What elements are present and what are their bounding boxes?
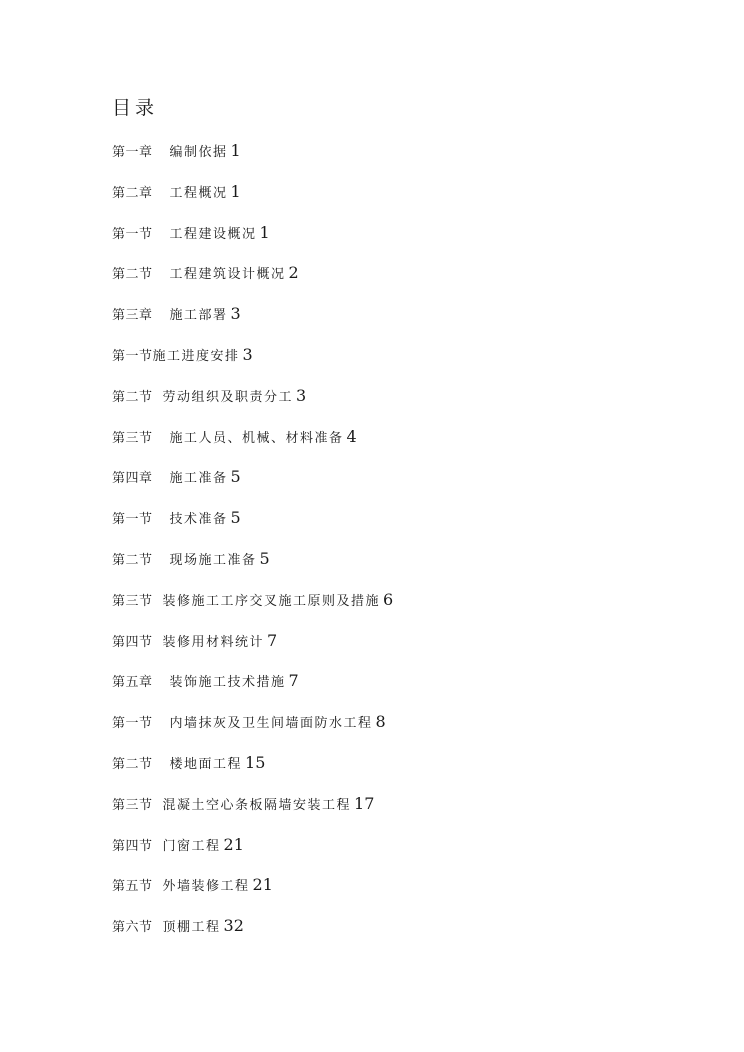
toc-entry-page: 1	[230, 141, 241, 160]
toc-entry-page: 2	[288, 263, 299, 283]
toc-entry-page: 3	[242, 344, 253, 364]
toc-entry[interactable]	[112, 344, 393, 385]
toc-entry[interactable]	[112, 548, 393, 589]
toc-entry-text: 装修施工工序交叉施工原则及措施	[162, 593, 381, 609]
toc-entry-text: 施工人员、机械、材料准备	[169, 430, 344, 446]
toc-entry-text: 编制依据	[169, 145, 228, 160]
toc-entry-page: 5	[230, 508, 241, 528]
toc-entry[interactable]	[112, 181, 393, 222]
toc-entry-text: 技术准备	[169, 512, 228, 528]
toc-entry[interactable]	[112, 711, 393, 752]
toc-entry[interactable]	[112, 222, 393, 263]
toc-entry-label: 第四章	[112, 471, 153, 487]
toc-entry[interactable]	[112, 630, 393, 671]
toc-entry-label: 第三节	[112, 593, 153, 609]
toc-entry-page: 32	[223, 916, 244, 936]
toc-entry-text: 混凝土空心条板隔墙安装工程	[162, 797, 352, 813]
toc-entry[interactable]	[112, 793, 393, 834]
toc-entry-label: 第一节	[112, 348, 153, 364]
toc-entry-label: 第一节	[112, 512, 153, 528]
toc-entry-label: 第四节	[112, 838, 153, 854]
toc-entry-label: 第二节	[112, 552, 153, 568]
toc-entry[interactable]	[112, 589, 393, 630]
toc-entry-page: 15	[245, 752, 266, 772]
toc-entry-text: 施工部署	[169, 308, 228, 324]
toc-entry-label: 第四节	[112, 634, 153, 650]
toc-entry[interactable]	[112, 915, 393, 956]
toc-list	[112, 140, 393, 956]
toc-entry-text: 劳动组织及职责分工	[162, 389, 294, 405]
toc-entry-page: 8	[375, 712, 386, 732]
toc-entry[interactable]	[112, 670, 393, 711]
toc-entry-text: 顶棚工程	[162, 920, 221, 936]
toc-entry-page: 3	[230, 304, 241, 324]
toc-entry-page: 3	[296, 385, 307, 405]
toc-entry-label: 第三节	[112, 430, 153, 446]
toc-entry-text: 门窗工程	[162, 838, 221, 854]
toc-entry-text: 现场施工准备	[169, 552, 257, 568]
toc-entry-page: 17	[354, 793, 375, 813]
toc-entry-page: 5	[230, 467, 241, 487]
toc-entry[interactable]	[112, 834, 393, 875]
toc-entry-page: 1	[259, 222, 270, 242]
toc-entry-page: 1	[230, 181, 241, 201]
toc-entry[interactable]	[112, 752, 393, 793]
toc-entry-text: 工程建设概况	[169, 226, 257, 242]
toc-entry[interactable]	[112, 426, 393, 467]
toc-entry-page: 21	[223, 834, 244, 854]
toc-entry-page: 7	[267, 630, 278, 650]
toc-entry-label: 第五章	[112, 675, 153, 691]
toc-entry[interactable]	[112, 303, 393, 344]
toc-entry-label: 第三章	[112, 308, 153, 324]
toc-entry-page: 5	[259, 548, 270, 568]
toc-entry-label: 第五节	[112, 879, 153, 895]
toc-entry[interactable]	[112, 262, 393, 303]
toc-entry-label: 第二节	[112, 756, 153, 772]
toc-entry-label: 第一章	[112, 145, 153, 160]
toc-entry-text: 内墙抹灰及卫生间墙面防水工程	[169, 716, 373, 732]
toc-entry-page: 4	[346, 426, 357, 446]
toc-entry-text: 施工进度安排	[152, 348, 240, 364]
toc-entry-text: 施工准备	[169, 471, 228, 487]
toc-entry-label: 第六节	[112, 920, 153, 936]
toc-entry[interactable]	[112, 507, 393, 548]
toc-entry-text: 工程概况	[169, 185, 228, 201]
toc-entry-page: 7	[288, 671, 299, 691]
toc-entry[interactable]	[112, 874, 393, 915]
toc-entry-label: 第二章	[112, 185, 153, 201]
toc-title: 目录	[112, 97, 159, 119]
toc-entry-text: 装修用材料统计	[162, 634, 265, 650]
toc-entry-text: 装饰施工技术措施	[169, 675, 286, 691]
toc-entry[interactable]	[112, 385, 393, 426]
toc-entry-text: 外墙装修工程	[162, 879, 250, 895]
toc-entry[interactable]	[112, 140, 393, 181]
toc-entry-label: 第二节	[112, 267, 153, 283]
toc-entry-text: 楼地面工程	[169, 756, 243, 772]
toc-entry-text: 工程建筑设计概况	[169, 267, 286, 283]
toc-entry-label: 第二节	[112, 389, 153, 405]
toc-entry-page: 21	[252, 875, 273, 895]
toc-entry[interactable]	[112, 466, 393, 507]
toc-entry-label: 第三节	[112, 797, 153, 813]
toc-entry-label: 第一节	[112, 226, 153, 242]
toc-entry-page: 6	[383, 589, 394, 609]
toc-entry-label: 第一节	[112, 716, 153, 732]
